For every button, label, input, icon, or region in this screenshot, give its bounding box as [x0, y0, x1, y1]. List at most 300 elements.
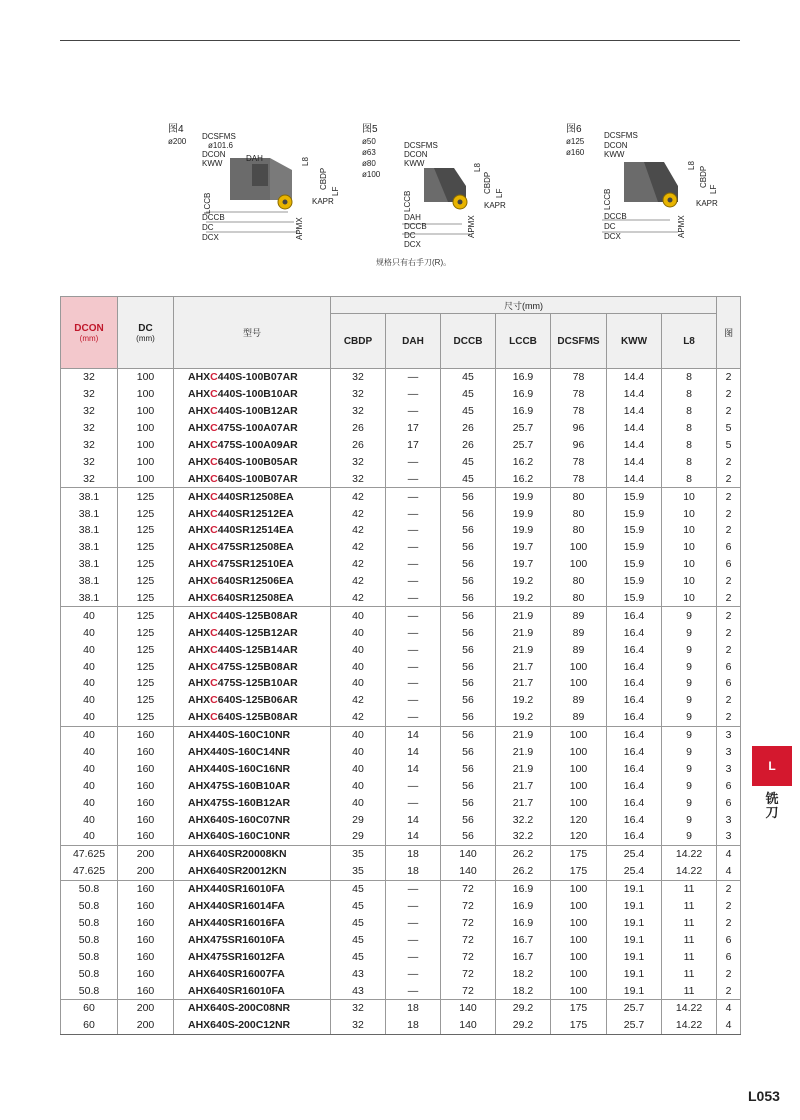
model-c-marker: C — [210, 575, 218, 588]
dim-label: LCCB — [403, 190, 412, 212]
cell-dccb: 72 — [441, 965, 496, 982]
cell-l8: 10 — [662, 522, 717, 539]
model-part: 440S-100B07AR — [217, 371, 298, 384]
cell-kww: 14.4 — [607, 386, 662, 403]
cell-kww: 15.9 — [607, 539, 662, 556]
cell-l8: 11 — [662, 880, 717, 897]
cell-dcsfms: 100 — [551, 556, 607, 573]
table-row — [61, 898, 741, 915]
cell-model — [174, 931, 331, 948]
cell-dcon: 38.1 — [61, 590, 118, 607]
table-row — [61, 915, 741, 932]
model-c-marker: C — [210, 609, 218, 622]
model-c-marker: C — [210, 405, 218, 418]
cell-dah: 14 — [386, 828, 441, 845]
cell-fig: 2 — [717, 403, 741, 420]
table-row — [61, 556, 741, 573]
cell-fig: 4 — [717, 845, 741, 862]
cell-dccb: 56 — [441, 641, 496, 658]
cell-l8: 8 — [662, 437, 717, 454]
cell-cbdp: 32 — [331, 999, 386, 1016]
model-part: AHX — [188, 388, 211, 401]
model-part: AHX — [188, 405, 211, 418]
cell-dccb: 140 — [441, 1017, 496, 1034]
cell-dcsfms: 100 — [551, 744, 607, 761]
dim-label: APMX — [295, 217, 304, 240]
cell-l8: 9 — [662, 726, 717, 743]
cell-cbdp: 40 — [331, 760, 386, 777]
figure-label: 图4 — [168, 124, 184, 135]
figure-6 — [566, 120, 746, 260]
model-part: AHX — [188, 660, 211, 673]
dim-label: APMX — [677, 215, 686, 238]
cell-cbdp: 40 — [331, 675, 386, 692]
cell-dc: 160 — [118, 880, 174, 897]
cell-kww: 19.1 — [607, 948, 662, 965]
cell-lccb: 32.2 — [496, 828, 551, 845]
model-part: AHX475SR16012FA — [188, 950, 285, 963]
dim-label: DAH — [246, 154, 263, 163]
cell-fig: 3 — [717, 811, 741, 828]
cell-lccb: 16.9 — [496, 403, 551, 420]
cell-lccb: 29.2 — [496, 999, 551, 1016]
cell-dccb: 56 — [441, 675, 496, 692]
cell-dccb: 56 — [441, 794, 496, 811]
cell-dccb: 56 — [441, 828, 496, 845]
model-part: AHX — [188, 592, 211, 605]
cell-dah: — — [386, 898, 441, 915]
header-lccb: LCCB — [496, 314, 551, 369]
cell-dcon: 50.8 — [61, 965, 118, 982]
cell-dah: 17 — [386, 420, 441, 437]
cell-dcsfms: 100 — [551, 794, 607, 811]
cell-dc: 125 — [118, 590, 174, 607]
cell-kww: 19.1 — [607, 915, 662, 932]
cell-dcon: 40 — [61, 641, 118, 658]
cell-dccb: 56 — [441, 590, 496, 607]
cell-fig: 6 — [717, 556, 741, 573]
cell-dc: 125 — [118, 539, 174, 556]
cell-fig: 3 — [717, 726, 741, 743]
cell-kww: 14.4 — [607, 369, 662, 386]
cell-dah: — — [386, 624, 441, 641]
model-part: 440S-100B12AR — [217, 405, 298, 418]
model-c-marker: C — [210, 472, 218, 485]
cell-dc: 100 — [118, 403, 174, 420]
cell-dcsfms: 120 — [551, 811, 607, 828]
cell-model — [174, 828, 331, 845]
cell-dah: — — [386, 965, 441, 982]
cell-dccb: 56 — [441, 539, 496, 556]
cell-lccb: 19.2 — [496, 573, 551, 590]
cell-dcon: 38.1 — [61, 505, 118, 522]
cell-dccb: 56 — [441, 744, 496, 761]
cell-lccb: 26.2 — [496, 845, 551, 862]
dim-label: LCCB — [203, 192, 212, 214]
cell-dc: 125 — [118, 675, 174, 692]
cell-dcon: 32 — [61, 420, 118, 437]
table-row — [61, 590, 741, 607]
cell-dc: 125 — [118, 556, 174, 573]
cell-model — [174, 880, 331, 897]
cell-dcon: 40 — [61, 811, 118, 828]
dim-label: KAPR — [312, 197, 334, 206]
cell-kww: 14.4 — [607, 420, 662, 437]
cell-l8: 9 — [662, 760, 717, 777]
cell-cbdp: 26 — [331, 437, 386, 454]
cell-lccb: 16.7 — [496, 948, 551, 965]
table-row — [61, 453, 741, 470]
model-part: AHX475S-160B10AR — [188, 779, 291, 792]
cell-fig: 2 — [717, 898, 741, 915]
cell-dcsfms: 100 — [551, 658, 607, 675]
cell-kww: 15.9 — [607, 573, 662, 590]
cell-l8: 9 — [662, 658, 717, 675]
header-model: 型号 — [174, 297, 331, 369]
cell-dcsfms: 100 — [551, 965, 607, 982]
table-row — [61, 931, 741, 948]
cell-cbdp: 40 — [331, 658, 386, 675]
cell-model — [174, 420, 331, 437]
cell-cbdp: 42 — [331, 590, 386, 607]
cell-lccb: 19.2 — [496, 692, 551, 709]
dim-label: DC — [202, 223, 214, 232]
cell-fig: 3 — [717, 744, 741, 761]
cell-dcsfms: 78 — [551, 386, 607, 403]
cell-kww: 16.4 — [607, 641, 662, 658]
model-part: AHX — [188, 439, 211, 451]
cell-dc: 160 — [118, 965, 174, 982]
dim-label: DCSFMS — [404, 141, 438, 150]
model-c-marker: C — [210, 507, 218, 520]
cell-fig: 6 — [717, 794, 741, 811]
model-part: AHX — [188, 711, 211, 724]
cell-model — [174, 898, 331, 915]
cell-cbdp: 42 — [331, 539, 386, 556]
table-row — [61, 794, 741, 811]
cell-dah: — — [386, 556, 441, 573]
model-part: 440S-100B10AR — [217, 388, 298, 401]
model-c-marker: C — [210, 711, 218, 724]
cell-fig: 2 — [717, 488, 741, 505]
cell-dccb: 72 — [441, 931, 496, 948]
cell-dc: 125 — [118, 709, 174, 726]
cell-dcon: 40 — [61, 828, 118, 845]
cell-dc: 100 — [118, 437, 174, 454]
cell-dah: — — [386, 692, 441, 709]
dim-label: DCCB — [404, 222, 427, 231]
cell-dcon: 38.1 — [61, 488, 118, 505]
cell-kww: 19.1 — [607, 965, 662, 982]
cell-cbdp: 45 — [331, 931, 386, 948]
cell-dc: 200 — [118, 863, 174, 880]
cell-l8: 9 — [662, 811, 717, 828]
cell-fig: 6 — [717, 777, 741, 794]
table-row — [61, 726, 741, 743]
cell-kww: 16.4 — [607, 794, 662, 811]
model-part: AHX440S-160C14NR — [188, 746, 291, 759]
model-part: 475S-100A09AR — [217, 439, 298, 451]
cell-dccb: 72 — [441, 898, 496, 915]
spec-table-body — [61, 369, 741, 1035]
cell-dcsfms: 80 — [551, 573, 607, 590]
cell-dccb: 56 — [441, 692, 496, 709]
cell-dah: 14 — [386, 760, 441, 777]
cell-dah: — — [386, 488, 441, 505]
cell-dcon: 40 — [61, 692, 118, 709]
cell-dcsfms: 100 — [551, 880, 607, 897]
page-number: L053 — [748, 1088, 780, 1104]
cell-model — [174, 675, 331, 692]
cell-dcon: 50.8 — [61, 915, 118, 932]
model-c-marker: C — [210, 643, 218, 656]
cell-dc: 125 — [118, 573, 174, 590]
cell-dah: — — [386, 369, 441, 386]
cell-dc: 160 — [118, 898, 174, 915]
cell-dcon: 40 — [61, 658, 118, 675]
cell-dc: 160 — [118, 744, 174, 761]
insert-screw-icon — [458, 200, 463, 205]
header-kww: KWW — [607, 314, 662, 369]
cell-dah: — — [386, 915, 441, 932]
cell-dc: 200 — [118, 845, 174, 862]
cell-fig: 2 — [717, 641, 741, 658]
cell-fig: 6 — [717, 931, 741, 948]
cell-dccb: 56 — [441, 624, 496, 641]
cell-l8: 14.22 — [662, 845, 717, 862]
cell-kww: 16.4 — [607, 777, 662, 794]
cell-cbdp: 32 — [331, 1017, 386, 1034]
cell-model — [174, 744, 331, 761]
cell-dah: 14 — [386, 726, 441, 743]
cell-kww: 16.4 — [607, 675, 662, 692]
cell-dc: 125 — [118, 607, 174, 624]
cell-model — [174, 692, 331, 709]
cell-kww: 16.4 — [607, 624, 662, 641]
cell-cbdp: 35 — [331, 863, 386, 880]
section-tab[interactable]: L — [752, 746, 792, 786]
cell-dcsfms: 100 — [551, 982, 607, 999]
cell-dccb: 72 — [441, 880, 496, 897]
model-c-marker: C — [210, 490, 218, 503]
cell-dccb: 56 — [441, 607, 496, 624]
cell-dc: 200 — [118, 999, 174, 1016]
cell-lccb: 29.2 — [496, 1017, 551, 1034]
cell-model — [174, 556, 331, 573]
table-row — [61, 675, 741, 692]
cell-l8: 11 — [662, 898, 717, 915]
cell-dcsfms: 96 — [551, 420, 607, 437]
cell-fig: 2 — [717, 692, 741, 709]
cell-kww: 16.4 — [607, 744, 662, 761]
cell-l8: 9 — [662, 777, 717, 794]
dim-label: CBDP — [699, 165, 708, 188]
model-part: AHX — [188, 507, 211, 520]
cell-dcsfms: 175 — [551, 1017, 607, 1034]
table-row — [61, 607, 741, 624]
model-c-marker: C — [210, 388, 218, 401]
cell-dah: 18 — [386, 863, 441, 880]
cell-dc: 100 — [118, 453, 174, 470]
cell-kww: 15.9 — [607, 556, 662, 573]
cell-cbdp: 40 — [331, 624, 386, 641]
cell-dcsfms: 100 — [551, 675, 607, 692]
cell-l8: 10 — [662, 556, 717, 573]
model-part: 440SR12512EA — [217, 507, 294, 520]
cell-kww: 14.4 — [607, 437, 662, 454]
model-part: 440SR12514EA — [217, 524, 294, 537]
model-part: 475SR12510EA — [217, 558, 294, 571]
cell-l8: 14.22 — [662, 1017, 717, 1034]
cell-dcon: 40 — [61, 760, 118, 777]
cell-lccb: 21.7 — [496, 658, 551, 675]
dim-label: DCX — [604, 232, 621, 241]
table-row — [61, 470, 741, 487]
cell-l8: 8 — [662, 420, 717, 437]
cell-dcsfms: 100 — [551, 915, 607, 932]
cell-fig: 2 — [717, 369, 741, 386]
model-c-marker: C — [210, 626, 218, 639]
model-c-marker: C — [210, 524, 218, 537]
cell-dccb: 56 — [441, 573, 496, 590]
cell-l8: 11 — [662, 965, 717, 982]
dim-label: DCSFMS — [604, 131, 638, 140]
cell-dcsfms: 175 — [551, 845, 607, 862]
model-c-marker: C — [210, 660, 218, 673]
cell-dc: 160 — [118, 794, 174, 811]
cell-dcon: 50.8 — [61, 898, 118, 915]
figure-5-drawing — [362, 120, 542, 260]
cell-dah: — — [386, 505, 441, 522]
cell-dc: 125 — [118, 692, 174, 709]
cell-dah: 18 — [386, 845, 441, 862]
cell-l8: 9 — [662, 624, 717, 641]
table-row — [61, 386, 741, 403]
cell-kww: 25.7 — [607, 1017, 662, 1034]
table-row — [61, 982, 741, 999]
cell-l8: 10 — [662, 488, 717, 505]
model-part: AHX640SR16010FA — [188, 984, 285, 997]
cell-l8: 9 — [662, 675, 717, 692]
model-part: 475S-125B08AR — [217, 660, 298, 673]
cell-lccb: 16.9 — [496, 915, 551, 932]
cell-l8: 10 — [662, 573, 717, 590]
model-c-marker: C — [210, 422, 218, 435]
cell-kww: 19.1 — [607, 898, 662, 915]
cell-fig: 2 — [717, 573, 741, 590]
cell-cbdp: 35 — [331, 845, 386, 862]
cell-kww: 19.1 — [607, 931, 662, 948]
model-part: 440S-125B14AR — [217, 643, 298, 656]
cell-l8: 11 — [662, 931, 717, 948]
figure-5 — [362, 120, 542, 260]
cell-dc: 160 — [118, 811, 174, 828]
model-part: AHX — [188, 422, 211, 435]
cell-lccb: 19.9 — [496, 522, 551, 539]
cell-kww: 15.9 — [607, 590, 662, 607]
cell-dcsfms: 80 — [551, 488, 607, 505]
cell-dccb: 72 — [441, 982, 496, 999]
cell-dcsfms: 100 — [551, 898, 607, 915]
cell-dcon: 32 — [61, 386, 118, 403]
model-c-marker: C — [210, 677, 218, 690]
cell-fig: 2 — [717, 624, 741, 641]
cell-dccb: 56 — [441, 658, 496, 675]
cell-cbdp: 45 — [331, 948, 386, 965]
table-row — [61, 641, 741, 658]
cell-dc: 100 — [118, 420, 174, 437]
table-row — [61, 948, 741, 965]
cell-cbdp: 29 — [331, 811, 386, 828]
cell-dah: 17 — [386, 437, 441, 454]
cell-fig: 3 — [717, 828, 741, 845]
cell-dc: 125 — [118, 624, 174, 641]
dim-label: KWW — [604, 150, 625, 159]
cell-kww: 16.4 — [607, 828, 662, 845]
cell-model — [174, 982, 331, 999]
model-part: AHX — [188, 490, 211, 503]
cell-dccb: 45 — [441, 403, 496, 420]
cell-kww: 16.4 — [607, 760, 662, 777]
figure-label: 图6 — [566, 124, 582, 135]
cell-lccb: 16.9 — [496, 898, 551, 915]
cell-model — [174, 726, 331, 743]
cell-lccb: 21.9 — [496, 744, 551, 761]
cell-dcon: 40 — [61, 624, 118, 641]
cell-dah: — — [386, 590, 441, 607]
model-part: AHX440SR16014FA — [188, 900, 285, 913]
cell-dcon: 38.1 — [61, 539, 118, 556]
cell-l8: 10 — [662, 590, 717, 607]
cell-model — [174, 386, 331, 403]
cell-dcsfms: 78 — [551, 470, 607, 487]
cell-cbdp: 42 — [331, 556, 386, 573]
cell-dcsfms: 89 — [551, 607, 607, 624]
cell-lccb: 16.9 — [496, 369, 551, 386]
cell-dc: 160 — [118, 982, 174, 999]
cell-lccb: 16.9 — [496, 386, 551, 403]
cell-dah: — — [386, 539, 441, 556]
cell-dah: — — [386, 658, 441, 675]
cell-cbdp: 45 — [331, 880, 386, 897]
model-part: AHX — [188, 541, 211, 554]
cell-model — [174, 863, 331, 880]
cell-lccb: 21.9 — [496, 641, 551, 658]
cell-lccb: 16.9 — [496, 880, 551, 897]
cell-dc: 100 — [118, 369, 174, 386]
cell-cbdp: 29 — [331, 828, 386, 845]
cell-model — [174, 777, 331, 794]
cell-dah: 14 — [386, 811, 441, 828]
cell-dcon: 60 — [61, 1017, 118, 1034]
cell-dah: — — [386, 403, 441, 420]
cell-dcsfms: 78 — [551, 403, 607, 420]
cell-fig: 4 — [717, 863, 741, 880]
dim-label: LCCB — [603, 188, 612, 210]
cell-dccb: 140 — [441, 999, 496, 1016]
model-part: AHX640S-160C07NR — [188, 813, 291, 826]
cell-kww: 16.4 — [607, 607, 662, 624]
dim-label: APMX — [467, 215, 476, 238]
cell-dcsfms: 175 — [551, 863, 607, 880]
model-part: 640S-125B08AR — [217, 711, 298, 724]
cell-lccb: 21.9 — [496, 607, 551, 624]
cell-lccb: 18.2 — [496, 982, 551, 999]
cell-lccb: 21.7 — [496, 777, 551, 794]
cell-model — [174, 590, 331, 607]
cell-dah: — — [386, 982, 441, 999]
model-part: AHX — [188, 371, 211, 384]
